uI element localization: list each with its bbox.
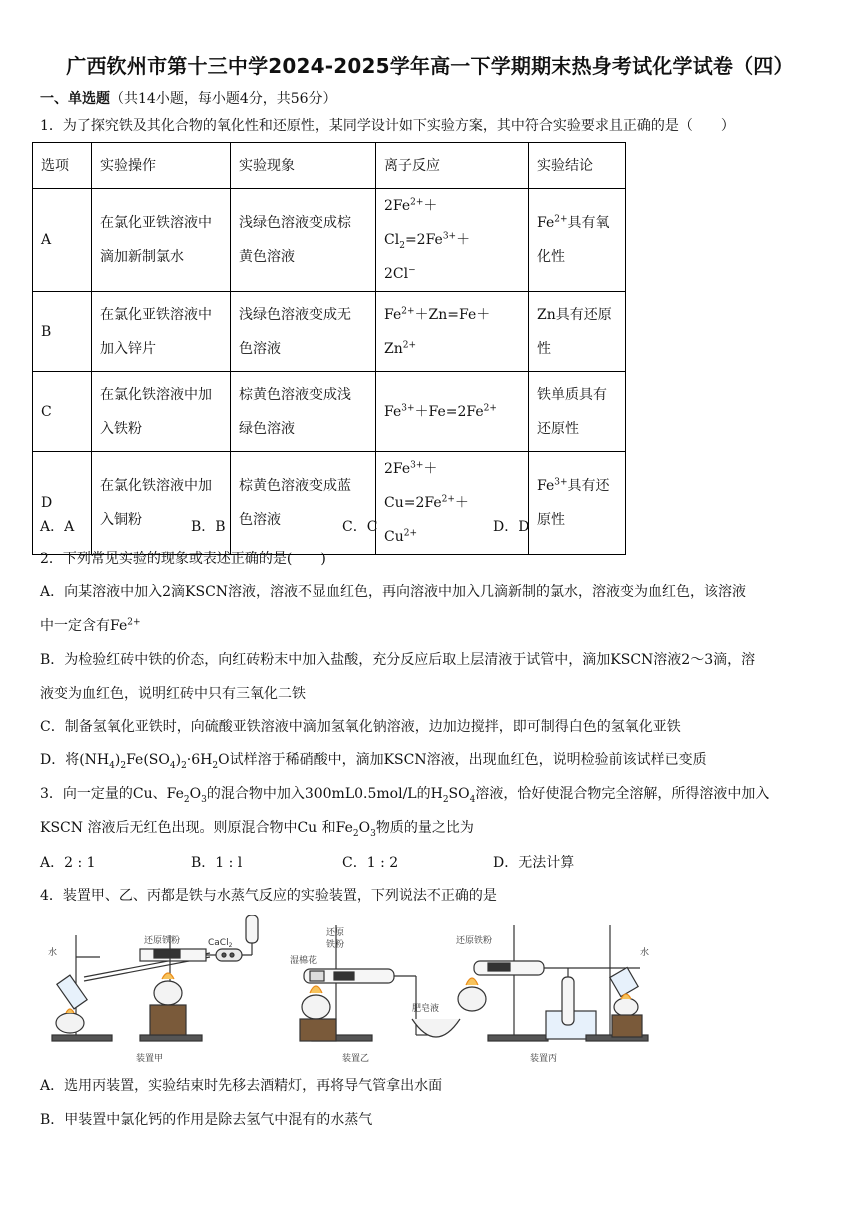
phenomenon-cell: 棕黄色溶液变成蓝 色溶液 xyxy=(231,452,376,555)
choice-c[interactable]: C．C xyxy=(342,519,378,535)
label-iron-powder-bing: 还原铁粉 xyxy=(456,936,493,946)
q2-option-b-cont: 液变为血红色，说明红砖中只有三氧化二铁 xyxy=(40,686,306,702)
section-heading xyxy=(40,88,337,108)
operation-cell: 在氯化亚铁溶液中 滴加新制氯水 xyxy=(92,189,231,292)
conclusion-cell: 铁单质具有 还原性 xyxy=(529,372,626,452)
q1-stem: 1．为了探究铁及其化合物的氧化性和还原性，某同学设计如下实验方案，其中符合实验要求且正确的是（ ） xyxy=(40,118,735,134)
choice-a[interactable]: A．A xyxy=(40,519,75,535)
q2-option-b: B．为检验红砖中铁的价态，向红砖粉末中加入盐酸，充分反应后取上层清液于试管中，滴加KSCN溶液2～3滴，溶 xyxy=(40,652,756,668)
q1-table xyxy=(32,142,626,555)
q2-stem: 2．下列常见实验的现象或表述正确的是( ) xyxy=(40,551,326,567)
header-cell: 实验操作 xyxy=(92,143,231,189)
q1-choices xyxy=(40,516,529,536)
q2-option-c: C．制备氢氧化亚铁时，向硫酸亚铁溶液中滴加氢氧化钠溶液，边加边搅拌，即可制得白色的氢氧化亚铁 xyxy=(40,719,681,735)
table-row xyxy=(33,189,626,292)
conclusion-cell: $Fe^{3+}$具有还 原性 xyxy=(529,452,626,555)
q3-stem: 3．向一定量的Cu、$Fe_2O_3$的混合物中加入300mL0.5mol/L的$H_2SO_4$溶液，恰好使混合物完全溶解，所得溶液中加入 xyxy=(40,786,770,805)
header-cell: 选项 xyxy=(33,143,92,189)
q4-option-b: B．甲装置中氯化钙的作用是除去氢气中混有的水蒸气 xyxy=(40,1112,373,1128)
section-title: 一、单选题 xyxy=(40,91,110,107)
reaction-cell: $Fe^{2+}+Zn=Fe+Zn^{2+}$ xyxy=(376,292,529,372)
apparatus-yi xyxy=(300,925,460,1041)
q3-choices xyxy=(40,852,574,872)
label-apparatus-yi: 装置乙 xyxy=(342,1054,370,1064)
reaction-cell: $2Fe^{2+}+Cl_2=2Fe^{3+}+$ 2Cl− xyxy=(376,189,529,292)
exam-title: 广西钦州市第十三中学2024-2025学年高一下学期期末热身考试化学试卷（四） xyxy=(66,54,794,78)
table-row xyxy=(33,372,626,452)
label-cacl2: CaCl$_2$ xyxy=(208,938,233,949)
option-cell: C xyxy=(33,372,92,452)
option-cell: B xyxy=(33,292,92,372)
label-apparatus-bing: 装置丙 xyxy=(530,1054,558,1064)
choice-b[interactable]: B．1 : l xyxy=(191,855,243,871)
phenomenon-cell: 浅绿色溶液变成无 色溶液 xyxy=(231,292,376,372)
section-note: （共14小题，每小题4分，共56分） xyxy=(110,91,337,107)
operation-cell: 在氯化铁溶液中加 入铜粉 xyxy=(92,452,231,555)
choice-d[interactable]: D．无法计算 xyxy=(493,855,575,871)
apparatus-figure xyxy=(40,915,680,1070)
apparatus-jia xyxy=(52,915,258,1041)
choice-b[interactable]: B．B xyxy=(191,519,226,535)
q3-stem-cont: KSCN 溶液后无红色出现。则原混合物中Cu 和$Fe_2O_3$物质的量之比为 xyxy=(40,820,474,839)
label-soap: 肥皂液 xyxy=(412,1004,440,1014)
label-wet-cotton: 湿棉花 xyxy=(290,956,318,966)
q4-stem: 4．装置甲、乙、丙都是铁与水蒸气反应的实验装置，下列说法不正确的是 xyxy=(40,888,497,904)
label-water-jia: 水 xyxy=(48,948,58,958)
label-iron-powder-yi-b: 铁粉 xyxy=(326,940,345,950)
conclusion-cell: $Fe^{2+}$具有氧 化性 xyxy=(529,189,626,292)
header-cell: 实验结论 xyxy=(529,143,626,189)
table-row xyxy=(33,452,626,555)
q2-option-a: A．向某溶液中加入2滴KSCN溶液，溶液不显血红色，再向溶液中加入几滴新制的氯水，溶液变为血红色，该溶液 xyxy=(40,584,747,600)
reaction-cell: $2Fe^{3+}+Cu=2Fe^{2+}+$ $Cu^{2+}$ xyxy=(376,452,529,555)
reaction-cell: $Fe^{3+}+Fe=2Fe^{2+}$ xyxy=(376,372,529,452)
q2-option-a-cont: 中一定含有$Fe^{2+}$ xyxy=(40,617,141,634)
label-iron-powder-jia: 还原铁粉 xyxy=(144,936,181,946)
phenomenon-cell: 棕黄色溶液变成浅 绿色溶液 xyxy=(231,372,376,452)
phenomenon-cell: 浅绿色溶液变成棕 黄色溶液 xyxy=(231,189,376,292)
header-cell: 实验现象 xyxy=(231,143,376,189)
option-cell: D xyxy=(33,452,92,555)
conclusion-cell: Zn具有还原 性 xyxy=(529,292,626,372)
q4-option-a: A．选用丙装置，实验结束时先移去酒精灯，再将导气管拿出水面 xyxy=(40,1078,443,1094)
choice-c[interactable]: C．1 : 2 xyxy=(342,855,399,871)
q2-option-d: D．将$(NH_4)_2Fe(SO_4)_2\cdot 6H_2O$试样溶于稀硝酸中，滴加KSCN溶液，出现血红色，说明检验前该试样已变质 xyxy=(40,752,707,771)
q1-table-header xyxy=(33,143,626,189)
table-row xyxy=(33,292,626,372)
operation-cell: 在氯化铁溶液中加 入铁粉 xyxy=(92,372,231,452)
label-apparatus-jia: 装置甲 xyxy=(136,1054,164,1064)
choice-a[interactable]: A．2 : 1 xyxy=(40,855,96,871)
label-iron-powder-yi-a: 还原 xyxy=(326,928,345,938)
label-water-bing: 水 xyxy=(640,948,650,958)
header-cell: 离子反应 xyxy=(376,143,529,189)
operation-cell: 在氯化亚铁溶液中 加入锌片 xyxy=(92,292,231,372)
choice-d[interactable]: D．D xyxy=(493,519,530,535)
option-cell: A xyxy=(33,189,92,292)
